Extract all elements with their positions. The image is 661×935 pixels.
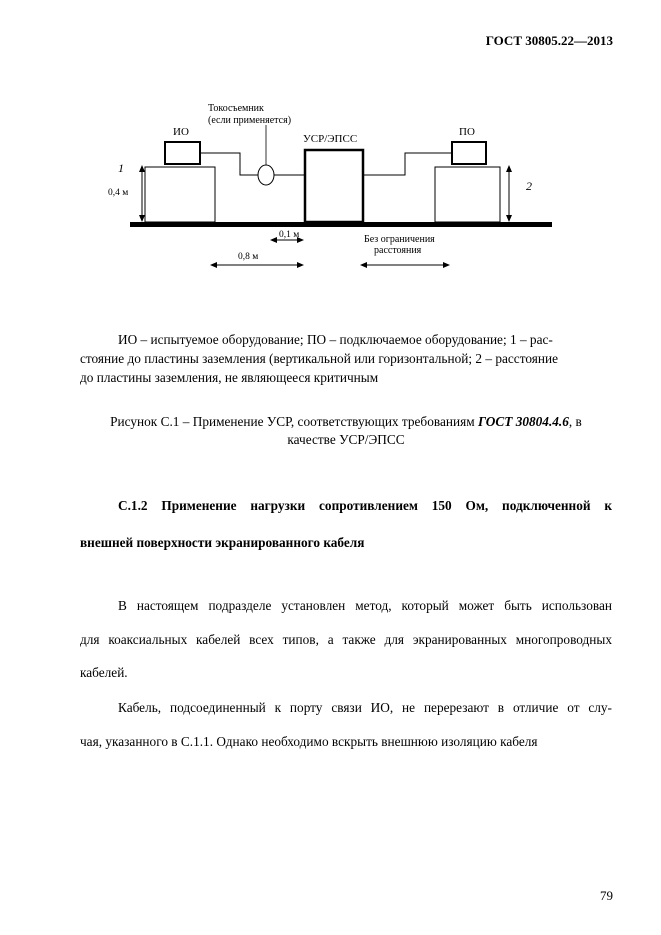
- gap-large-arrow-head-l: [210, 262, 217, 268]
- label-gap-large: 0,8 м: [238, 252, 259, 262]
- legend-line-3: до пластины заземления, не являющееся критичным: [80, 370, 379, 385]
- label-cdn: УСР/ЭПСС: [303, 133, 358, 145]
- label-no-limit-2: расстояния: [374, 245, 422, 256]
- cdn-box: [305, 150, 363, 222]
- standard-header: ГОСТ 30805.22—2013: [485, 33, 613, 48]
- caption-line-2: качестве УСР/ЭПСС: [287, 432, 405, 447]
- height-arrow-top: [139, 165, 145, 172]
- body-p2-line-1: Кабель, подсоединенный к порту связи ИО, не перерезают в отличие от слу-: [118, 700, 612, 715]
- section-heading-line-2: внешней поверхности экранированного кабеля: [80, 535, 365, 550]
- label-height: 0,4 м: [108, 188, 129, 198]
- gap-large-arrow-head-r: [297, 262, 304, 268]
- no-limit-arrow-head-r: [443, 262, 450, 268]
- body-p2-line-2: чая, указанного в С.1.1. Однако необходимо вскрыть внешнюю изоляцию кабеля: [80, 734, 538, 749]
- test-setup-diagram: [100, 95, 570, 270]
- figure-caption: [80, 413, 612, 449]
- gap-small-arrow-head-l: [270, 237, 277, 243]
- cable-eut-cdn: [200, 153, 305, 175]
- label-no-limit-1: Без ограничения: [364, 234, 435, 245]
- page-number: 79: [600, 888, 613, 903]
- caption-ref: ГОСТ 30804.4.6: [477, 414, 569, 429]
- ae-height-arrow-bottom: [506, 215, 512, 222]
- label-dist-1: 1: [118, 161, 124, 175]
- caption-line-1: [80, 413, 612, 431]
- label-current-probe: Токосъемник: [208, 103, 264, 114]
- ae-box: [452, 142, 486, 164]
- label-eut: ИО: [173, 126, 189, 138]
- label-dist-2: 2: [526, 179, 532, 193]
- caption-text: Рисунок С.1 – Применение УСР, соответствующих требованиям: [110, 414, 478, 429]
- legend-line-2: стояние до пластины заземления (вертикальной или горизонтальной; 2 – расстояние: [80, 351, 558, 366]
- ae-height-arrow-top: [506, 165, 512, 172]
- figure-legend: [80, 330, 612, 387]
- legend-line-1: ИО – испытуемое оборудование; ПО – подключаемое оборудование; 1 – рас-: [118, 332, 553, 347]
- caption-tail: , в: [568, 414, 582, 429]
- label-gap-small: 0,1 м: [279, 230, 300, 240]
- body-p1-line-2: для коаксиальных кабелей всех типов, а также для экранированных многопроводных: [80, 632, 612, 647]
- body-p1-line-3: кабелей.: [80, 665, 128, 680]
- label-ae: ПО: [459, 126, 475, 138]
- eut-table: [145, 167, 215, 222]
- label-current-probe-note: (если применяется): [208, 115, 292, 126]
- cable-cdn-ae: [363, 153, 452, 175]
- ae-table: [435, 167, 500, 222]
- current-probe: [258, 165, 274, 185]
- no-limit-arrow-head-l: [360, 262, 367, 268]
- body-p1-line-1: В настоящем подразделе установлен метод, который может быть использован: [118, 598, 612, 613]
- height-arrow-bottom: [139, 215, 145, 222]
- eut-box: [165, 142, 200, 164]
- section-heading-line-1: С.1.2 Применение нагрузки сопротивлением 150 Ом, подключенной к: [118, 498, 612, 513]
